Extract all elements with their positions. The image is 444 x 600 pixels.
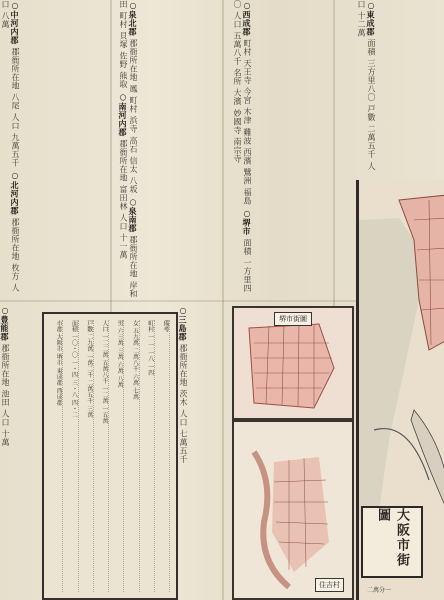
table-column: 男 六三萬 三萬 六萬 八萬 bbox=[111, 320, 124, 592]
body: 面積 三方里八〇 戸數 二萬五千 人口 十二萬 bbox=[357, 0, 376, 171]
heading: ○西成郡 bbox=[242, 0, 252, 36]
text-column bbox=[356, 0, 444, 178]
map-scale: 二萬分一 bbox=[367, 587, 392, 594]
osaka-city-map bbox=[356, 180, 444, 600]
text-column bbox=[0, 305, 40, 600]
table-column: 町村 一 一 一八 一四 bbox=[142, 320, 155, 592]
body: 郡衙所在地 富田林 人口 十一萬 bbox=[119, 139, 128, 259]
heading: ○東成郡 bbox=[366, 0, 376, 36]
inset-title: 堺市街圖 bbox=[274, 312, 312, 326]
heading: ○北河内郡 bbox=[10, 170, 20, 215]
table-column: 人口 一二二萬 五萬八千 一二萬 一五萬 bbox=[96, 320, 109, 592]
table-column: 備考 bbox=[157, 320, 170, 592]
statistics-table bbox=[42, 312, 178, 600]
table-grid bbox=[50, 320, 170, 592]
heading: ○南河内郡 bbox=[118, 91, 128, 137]
text-column bbox=[232, 0, 352, 300]
table-column: 女 五九萬 二萬八千 六萬 七萬 bbox=[126, 320, 139, 592]
heading: ○豊能郡 bbox=[0, 305, 10, 341]
inset-street-grid bbox=[234, 422, 352, 598]
heading: ○泉南郡 bbox=[128, 196, 138, 233]
heading: ○三島郡 bbox=[178, 305, 188, 341]
map-title: 大阪市街圖 bbox=[361, 506, 423, 578]
text-column bbox=[178, 305, 230, 600]
body: 郡衙所在地 八尾 人口 九萬五千 bbox=[11, 47, 20, 168]
text-column bbox=[118, 0, 228, 300]
body: 郡衙所在地 岸和田 町村 貝塚 佐野 熊取 bbox=[119, 0, 138, 298]
text-column bbox=[0, 0, 108, 300]
body: 郡衙所在地 茨木 人口 七萬五千 bbox=[179, 344, 188, 464]
inset-caption: 住吉村 bbox=[315, 578, 344, 592]
body: 町村 天王寺 今宮 木津 難波 西濱 鷺洲 福島 bbox=[243, 39, 252, 205]
heading: ○泉北郡 bbox=[128, 0, 138, 36]
inset-map bbox=[232, 306, 354, 420]
body: 郡衙所在地 池田 人口 十萬 bbox=[1, 344, 10, 447]
table-column: 戸數 二九萬 一萬二千 二萬五千 三萬 bbox=[81, 320, 94, 592]
heading: ○堺市 bbox=[242, 207, 252, 236]
body: 郡衙所在地 枚方 人口 八萬 bbox=[1, 0, 20, 292]
table-column: 面積 一〇・〇 一・四 三・八 四・二 bbox=[65, 320, 78, 592]
heading: ○中河内郡 bbox=[10, 0, 20, 45]
inset-map bbox=[232, 420, 354, 600]
body: 郡衙所在地 鳳 町村 浜寺 高石 信太 八坂 bbox=[129, 39, 138, 194]
body: 面積 一方里四〇 人口 五萬八千 名所 大濱 妙國寺 南宗寺 bbox=[233, 0, 252, 293]
table-column: 市郡 大阪市 堺市 東成郡 西成郡 bbox=[50, 320, 63, 592]
